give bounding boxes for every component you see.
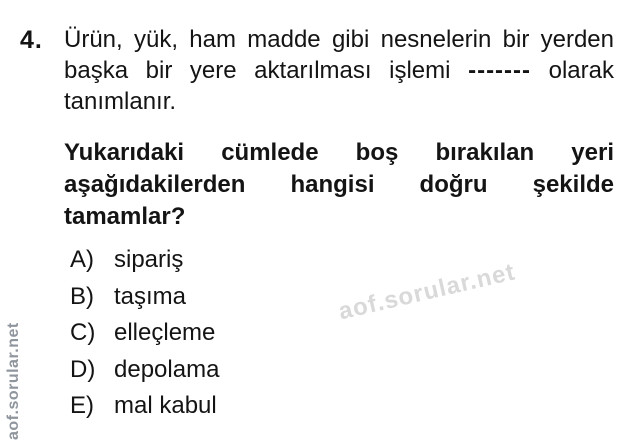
option-label: elleçleme: [114, 319, 216, 346]
option-letter: B): [70, 282, 94, 310]
option-label: sipariş: [114, 246, 184, 273]
option-row-a: [64, 248, 614, 272]
option-letter: C): [70, 319, 96, 346]
question-prompt-line-1: Yukarıdaki cümlede boş bırakılan yeri: [64, 139, 614, 166]
question-body-line-3: tanımlanır.: [64, 88, 177, 115]
question-body-line-2-suffix: olarak: [548, 57, 614, 84]
vertical-watermark: aof.sorular.net: [5, 322, 22, 440]
question-number: 4.: [20, 26, 43, 54]
diagonal-watermark: aof.sorular.net: [336, 258, 518, 326]
question-prompt: [64, 137, 614, 233]
question-prompt-line-3: tamamlar?: [64, 203, 186, 230]
option-letter: E): [70, 392, 94, 419]
option-row-c: [64, 321, 614, 345]
option-label: taşıma: [114, 282, 187, 310]
option-letter: D): [70, 355, 96, 383]
option-label: depolama: [114, 355, 220, 383]
question-body-line-2-prefix: başka bir yere aktarılması işlemi: [64, 57, 451, 84]
option-letter: A): [70, 246, 94, 273]
question-prompt-line-2: aşağıdakilerden hangisi doğru şekilde: [64, 171, 614, 198]
question-body-line-2: [64, 55, 614, 86]
option-row-d: [64, 355, 614, 383]
option-row-e: [64, 394, 614, 418]
options-list: [64, 248, 614, 431]
question-body-line-1: Ürün, yük, ham madde gibi nesnelerin bir yerden: [64, 26, 614, 53]
question-body: [64, 24, 614, 117]
blank-placeholder-dashes: -------: [468, 57, 532, 84]
option-label: mal kabul: [114, 392, 217, 419]
